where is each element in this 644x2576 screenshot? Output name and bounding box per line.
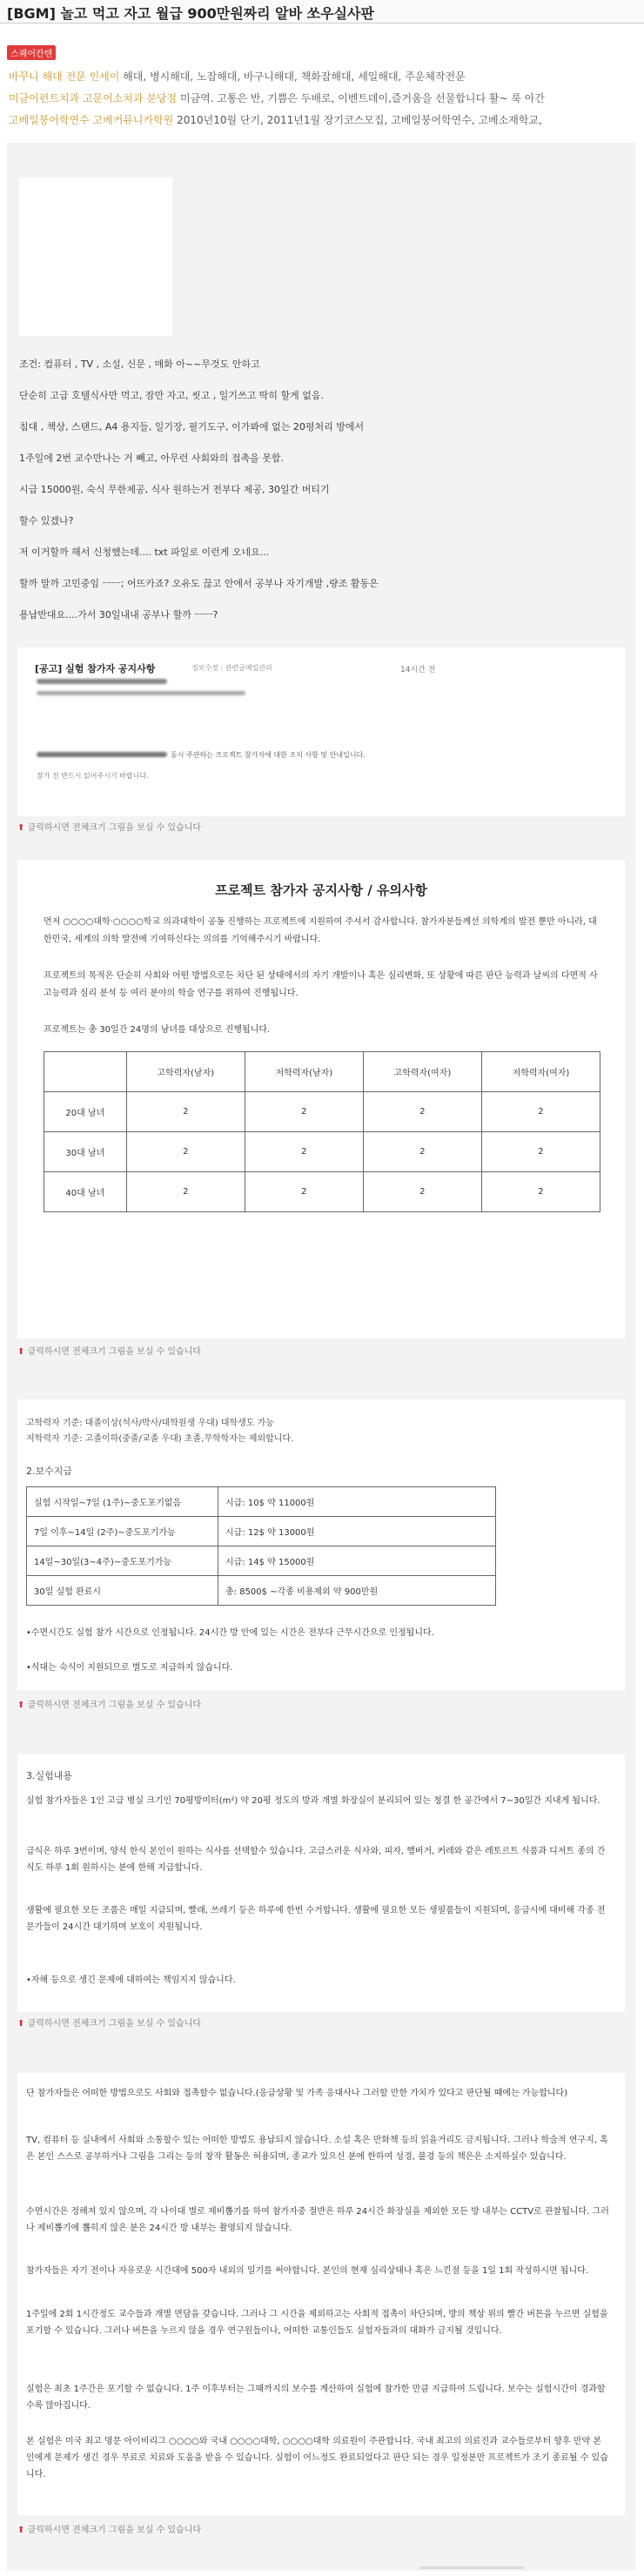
sponsor-link-1[interactable]: 바꾸니 해대 전문 인세이 [9,70,120,83]
image-caption-icon: ⬆ [17,1347,25,1357]
table-cell: 2 [126,1092,245,1132]
post-line: 1주일에 2번 교수만나는 거 빼고, 아무런 사회와의 접촉을 못함. [19,453,284,464]
notice-paragraph-3: 프로젝트는 총 30일간 24명의 남녀를 대상으로 진행됩니다. [44,1025,271,1035]
table-header-row [44,1052,600,1092]
table-cell: 2 [363,1172,481,1212]
post-line: 조건: 컴퓨터 , TV , 소설, 신문 , 매화 아~~무것도 안하고 [19,359,260,370]
email-screenshot[interactable] [17,647,625,816]
title-bar [0,0,644,23]
sponsor-text-1: 해대, 병시해대, 노잡해대, 바구니해대, 책화잡해대, 세일해대, 주운체작전문 [123,70,466,83]
table-cell: 2 [363,1132,481,1172]
email-note-2: 참가 전 반드시 읽어주시기 바랍니다. [37,772,149,780]
notice-paragraph-1: 먼저 ○○○○대학·○○○○학교 의과대학이 공동 진행하는 프로젝트에 지원하여 주셔서 감사합니다. 참가자분들께선 의학계의 발전 뿐만 아니라, 대한민국, 세계의 의학 발전에 기여하신다는 의의를 기억해주시기 바랍니다. [44,917,597,944]
table-row [44,1132,600,1172]
table-header-cell: 고학력자(남자) [126,1052,245,1092]
table-row [44,1092,600,1132]
experiment-content-document[interactable] [17,1754,625,2012]
sponsor-text-3: 2010년10월 단기, 2011년1월 장기코스모집, 고베일붕어학연수, 고베소재학교, [177,114,542,126]
image-caption-text: 클릭하시면 전체크기 그림을 보실 수 있습니다 [27,2019,202,2029]
image-placeholder [19,178,172,336]
rules-paragraph-4: 참가자들은 자기 전이나 자유로운 시간대에 500자 내외의 일기를 써야합니다. 본인의 현재 심리상태나 혹은 느낀점 등을 1일 1회 작성하시면 됩니다. [26,2266,589,2276]
post-line: 단순히 고급 호텔식사만 먹고, 잠만 자고, 씻고 , 일기쓰고 딱히 할게 없음. [19,390,324,401]
table-cell: 7일 이후~14일 (2주)~중도포기가능 [27,1517,218,1546]
redacted-address [37,691,245,695]
table-cell: 총: 8500$ ~각종 비용제외 약 900만원 [218,1576,496,1606]
table-row [27,1517,496,1546]
rules-paragraph-3: 수면시간은 정해져 있지 않으며, 각 나이대 별로 제비뽑기를 하여 참가자중 절반은 하루 24시간 화장실을 제외한 모든 방 내부는 CCTV로 관찰됩니다. 그러나 제비뽑기에 뽑히지 않은 분은 24시간 방 내부는 촬영되지 않습니다. [26,2207,609,2233]
table-cell: 30일 실험 완료시 [27,1576,218,1606]
table-cell: 2 [126,1132,245,1172]
rules-paragraph-2: TV, 컴퓨터 등 실내에서 사회와 소통할수 있는 어떠한 방법도 용납되지 않습니다. 소설 혹은 만화책 등의 읽을거리도 금지됩니다. 그러나 학술적 연구지, 혹은 본인 스스로 공부하거나 그림을 그리는 등의 창작 활동은 허용되며, 종교가 있으신 분에 한하여 성경, 불경 등의 책은은 소지하실수 있습니다. [26,2136,608,2162]
post-title: [BGM] 놀고 먹고 자고 월급 900만원짜리 알바 쏘우실사판 [7,5,374,22]
notice-paragraph-2: 프로젝트의 목적은 단순히 사회와 어떤 방법으로든 차단 된 상태에서의 자기 개발이나 혹은 심리변화, 또 상황에 따른 판단 능력과 날씨의 다면적 사고능력과 심리 분석 등 여러 분야의 학술 연구를 위하여 진행됩니다. [44,971,598,998]
email-subject: [공고] 실험 참가자 공지사항 [35,663,156,674]
email-date: 14시간 전 [400,666,436,674]
pay-note-2: •식대는 숙식이 지원되므로 별도로 지급하지 않습니다. [26,1663,233,1673]
image-caption-icon: ⬆ [17,2526,25,2535]
post-body [7,143,635,2571]
pay-section-title: 2.보수지급 [26,1466,72,1477]
category-badge[interactable]: 스퀘어칸텐 [7,45,56,60]
table-cell: 시급: 10$ 약 11000원 [218,1487,496,1517]
image-caption-icon: ⬆ [17,2019,25,2029]
table-cell: 20대 남녀 [44,1092,127,1132]
table-row [27,1487,496,1517]
table-cell: 2 [481,1092,600,1132]
image-caption[interactable] [17,820,201,833]
table-cell: 2 [245,1172,363,1212]
table-cell: 30대 남녀 [44,1132,127,1172]
section-3-paragraph-4: •자해 등으로 생긴 문제에 대하여는 책임지지 않습니다. [26,1976,236,1985]
image-caption[interactable] [17,1697,201,1710]
table-header-cell: 고학력자(여자) [363,1052,481,1092]
rules-document[interactable] [17,2073,625,2515]
sponsor-link-3[interactable]: 고베일붕어학연수 고베커뮤니카학원 [9,114,174,126]
table-header-cell [44,1052,127,1092]
table-cell: 2 [481,1132,600,1172]
table-cell: 14일~30일(3~4주)~중도포기가능 [27,1546,218,1576]
rules-paragraph-5: 1주일에 2회 1시간정도 교수들과 개별 면담을 갖습니다. 그러나 그 시간을 제외하고는 사회적 접촉이 차단되며, 방의 책상 위의 빨간 버튼을 누르면 실험을 포기할 수 있습니다. 그러나 버튼을 누르지 않을 경우 연구원들이나, 어떠한 교통인들도 실험자들과의 대화가 금지될 것입니다. [26,2310,608,2336]
image-caption-text: 클릭하시면 전체크기 그림을 보실 수 있습니다 [27,2526,202,2535]
table-header-cell: 저학력자(남자) [245,1052,363,1092]
section-3-paragraph-2: 급식은 하루 3번이며, 양식 한식 본인이 원하는 식사를 선택할수 있습니다. 고급스러운 식사와, 피자, 햄버거, 커레와 같은 레토르트 식품과 디저트 종의 간식도 하루 1회 원하시는 분에 한해 지급합니다. [26,1847,606,1873]
pay-document[interactable] [17,1399,625,1690]
rules-paragraph-6: 실험은 최초 1주간은 포기할 수 없습니다. 1주 이후부터는 그때까지의 보수를 계산하여 실험에 참가한 만큼 지급하여 드립니다. 보수는 실험시간이 경과할수록 많아집니다. [26,2385,606,2411]
sponsor-link-2[interactable]: 미금이펀트치과 고문이소치과 분당점 [9,92,178,104]
notice-title: 프로젝트 참가자 공지사항 / 유의사항 [215,882,427,898]
table-cell: 2 [245,1132,363,1172]
pay-table [26,1486,496,1606]
post-line: 저 이거할까 해서 신청했는데.... txt 파일로 이런게 오네요... [19,547,270,558]
table-cell: 실험 시작일~7일 (1주)~중도포기없음 [27,1487,218,1517]
table-row [44,1172,600,1212]
table-cell: 시급: 12$ 약 13000원 [218,1517,496,1546]
section-3-paragraph-1: 실험 참가자들은 1인 고급 병실 크기인 70평방미터(m²) 약 20평 정도의 방과 개별 화장실이 분리되어 있는 청결 한 공간에서 7~30일간 지내게 됩니다. [26,1796,600,1806]
sponsor-text-2: 미금역. 고통은 반, 기쁨은 두배로, 이벤트데이,즐거움을 선물합니다 활~ 룩 아간 [179,92,545,104]
table-row [27,1576,496,1606]
pay-note-1: •수면시간도 실험 참가 시간으로 인정됩니다. 24시간 방 안에 있는 시간은 전부다 근무시간으로 인정됩니다. [26,1628,434,1638]
post-line: 할까 말까 고민중임 ㅡㅡ; 어뜨카죠? 오유도 끊고 안에서 공부나 자기개발 ,량조 활동은 [19,578,379,589]
notice-document[interactable] [17,860,625,1338]
image-caption-icon: ⬆ [17,823,25,833]
pay-criteria-1: 고학력자 기준: 대졸이상(석사/박사/대학원생 우대) 대학생도 가능 [26,1419,274,1428]
post-line: 용납반대요....가서 30일내내 공부나 할까 ㅡㅡ? [19,609,218,621]
pay-criteria-2: 저학력자 기준: 고졸이하(중졸/교졸 우대) 초졸,무학학자는 제외합니다. [26,1434,294,1444]
image-caption-text: 클릭하시면 전체크기 그림을 보실 수 있습니다 [27,1347,202,1357]
image-caption[interactable] [17,2016,201,2029]
sponsor-line-3[interactable] [9,112,542,127]
redacted-sender [37,679,167,684]
image-caption[interactable] [17,2522,201,2535]
email-meta: 정보수정 : 관련글메일관리 [191,664,272,672]
sponsor-line-1[interactable] [9,69,466,84]
table-cell: 2 [126,1172,245,1212]
post-line: 할수 있겠나? [19,515,74,527]
sponsor-line-2[interactable] [9,91,545,105]
table-cell: 2 [245,1092,363,1132]
table-header-cell: 저학력자(여자) [481,1052,600,1092]
footer-divider [419,2566,524,2569]
post-line: 시급 15000원, 숙식 무한제공, 식사 원하는거 전부다 제공, 30일간 버티기 [19,484,330,495]
rules-paragraph-7: 본 실험은 미국 최고 명문 아이비리그 ○○○○와 국내 ○○○○대학, ○○○○대학 의료원이 주관합니다. 국내 최고의 의료진과 교수들로부터 향후 만약 본인에게 문제가 생긴 경우 무료로 치료와 도움을 받을 수 있습니다. 실험이 어느정도 완료되었다고 판단 되는 경우 일정분만 프로젝트가 조기 종료될 수 있습니다. [26,2437,608,2479]
image-caption-text: 클릭하시면 전체크기 그림을 보실 수 있습니다 [27,823,202,833]
section-3-title: 3.실험내용 [26,1770,72,1781]
image-caption[interactable] [17,1344,201,1357]
table-cell: 시급: 14$ 약 15000원 [218,1546,496,1576]
rules-paragraph-1: 단 참가자들은 어떠한 방법으로도 사회와 접촉할수 없습니다.(응급상황 및 가족 응대사나 그러할 만한 가치가 있다고 판단될 때에는 가능합니다) [26,2089,568,2098]
email-note: 동시 주관하는 프로젝트 참가자에 대한 조치 사항 및 안내입니다. [171,751,366,759]
table-cell: 40대 남녀 [44,1172,127,1212]
table-row [27,1546,496,1576]
post-line: 침대 , 책상, 스탠드, A4 용지들, 일기장, 필기도구, 이가봐에 없는 20평처리 방에서 [19,421,365,433]
image-caption-icon: ⬆ [17,1701,25,1710]
section-3-paragraph-3: 생활에 필요한 모든 조품은 매일 지급되며, 빨래, 쓰레기 등은 하루에 한번 수거합니다. 생활에 필요한 모든 생필품들이 지원되며, 응급시에 대비해 각종 전문가들이 24시간 대기하며 보호이 지원됩니다. [26,1906,606,1932]
table-cell: 2 [481,1172,600,1212]
redacted-name [37,752,167,757]
participant-table [44,1051,600,1212]
image-caption-text: 클릭하시면 전체크기 그림을 보실 수 있습니다 [27,1701,202,1710]
table-cell: 2 [363,1092,481,1132]
